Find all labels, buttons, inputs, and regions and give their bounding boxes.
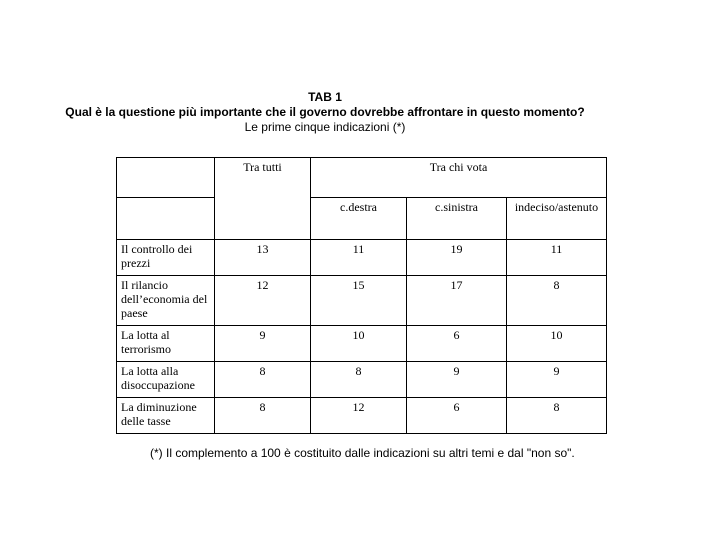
cell-all: 8: [215, 398, 311, 434]
results-table: [116, 157, 607, 434]
header-voters: Tra chi vota: [311, 158, 607, 198]
table-row: [117, 240, 607, 276]
row-label: La lotta al terrorismo: [117, 326, 215, 362]
corner-cell: [117, 158, 215, 198]
row-label: Il controllo dei prezzi: [117, 240, 215, 276]
cell-indeciso: 8: [507, 276, 607, 326]
survey-question: Qual è la questione più importante che il governo dovrebbe affrontare in questo momento?: [65, 105, 585, 119]
header-all: Tra tutti: [215, 158, 311, 240]
row-label: La diminuzione delle tasse: [117, 398, 215, 434]
corner-cell-lower: [117, 198, 215, 240]
cell-all: 9: [215, 326, 311, 362]
footnote: (*) Il complemento a 100 è costituito dalle indicazioni su altri temi e dal "non so".: [150, 446, 575, 460]
cell-sinistra: 9: [407, 362, 507, 398]
cell-sinistra: 6: [407, 326, 507, 362]
table-number: TAB 1: [308, 90, 342, 104]
cell-indeciso: 8: [507, 398, 607, 434]
cell-sinistra: 6: [407, 398, 507, 434]
cell-indeciso: 11: [507, 240, 607, 276]
title-block: [0, 90, 650, 135]
table-row: [117, 398, 607, 434]
subheader-indeciso: indeciso/astenuto: [507, 198, 607, 240]
table-row: [117, 276, 607, 326]
subheader-destra: c.destra: [311, 198, 407, 240]
cell-sinistra: 19: [407, 240, 507, 276]
cell-sinistra: 17: [407, 276, 507, 326]
row-label: Il rilancio dell’economia del paese: [117, 276, 215, 326]
cell-destra: 11: [311, 240, 407, 276]
cell-all: 8: [215, 362, 311, 398]
table-row: [117, 362, 607, 398]
table-row: [117, 326, 607, 362]
subtitle: Le prime cinque indicazioni (*): [244, 120, 406, 134]
cell-all: 13: [215, 240, 311, 276]
row-label: La lotta alla disoccupazione: [117, 362, 215, 398]
subheader-sinistra: c.sinistra: [407, 198, 507, 240]
cell-indeciso: 10: [507, 326, 607, 362]
cell-indeciso: 9: [507, 362, 607, 398]
cell-destra: 12: [311, 398, 407, 434]
cell-all: 12: [215, 276, 311, 326]
cell-destra: 8: [311, 362, 407, 398]
cell-destra: 15: [311, 276, 407, 326]
cell-destra: 10: [311, 326, 407, 362]
